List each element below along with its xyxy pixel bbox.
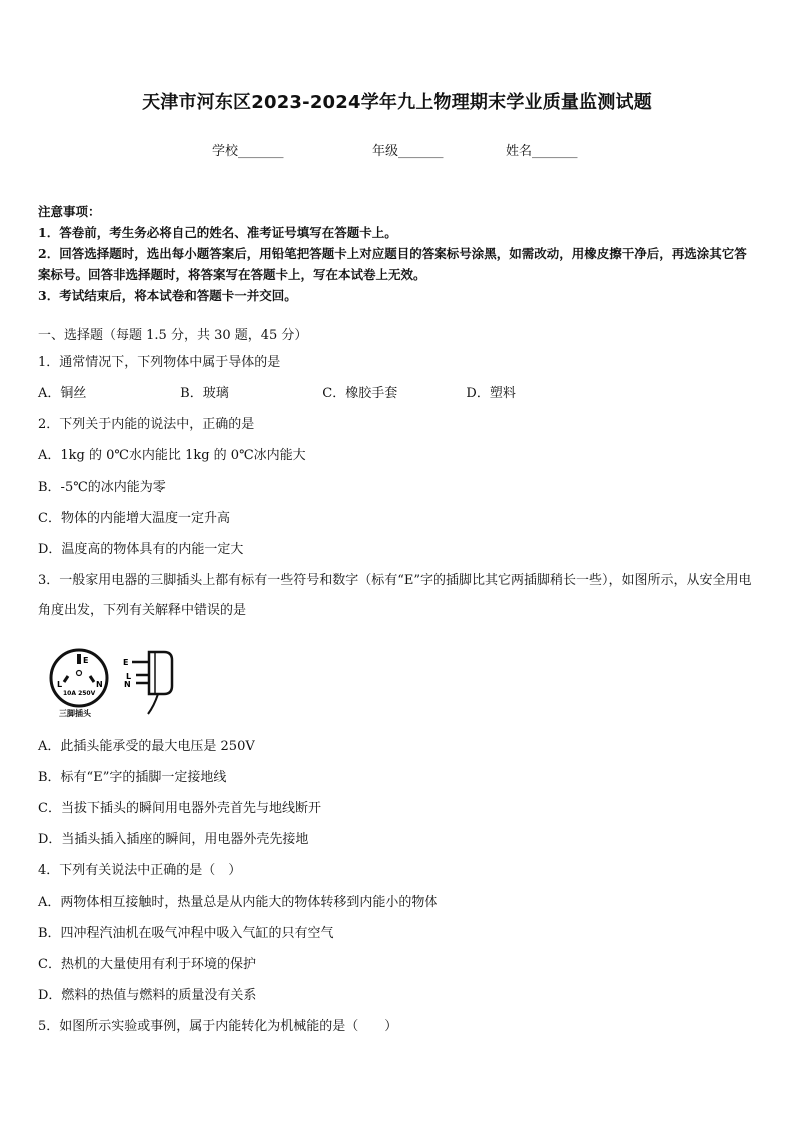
side-plug-body xyxy=(149,652,172,694)
question-4-stem: 4．下列有关说法中正确的是（ ） xyxy=(38,863,242,878)
notice-item-2: 2．回答选择题时，选出每小题答案后，用铅笔把答题卡上对应题目的答案标号涂黑，如需改动，用橡皮擦干净后，再选涂其它答案标号。回答非选择题时，将答案写在答题卡上，写在本试卷上无效。 xyxy=(38,246,747,282)
q4-option-b: B．四冲程汽油机在吸气冲程中吸入气缸的只有空气 xyxy=(38,926,334,941)
question-3-stem: 3．一般家用电器的三脚插头上都有标有一些符号和数字（标有“E”字的插脚比其它两插脚稍长一些），如图所示，从安全用电角度出发，下列有关解释中错误的是 xyxy=(38,573,752,618)
face-label-e: E xyxy=(83,656,89,665)
q2-option-c: C．物体的内能增大温度一定升高 xyxy=(38,511,230,526)
question-2-stem: 2．下列关于内能的说法中，正确的是 xyxy=(38,417,255,432)
figure-caption: 三脚插头 xyxy=(59,709,91,718)
q1-option-c: C．橡胶手套 xyxy=(322,386,398,401)
q4-option-d: D．燃料的热值与燃料的质量没有关系 xyxy=(38,988,257,1003)
question-1-options xyxy=(38,384,758,404)
rating-label: 10A 250V xyxy=(63,690,96,697)
side-label-n: N xyxy=(124,680,131,689)
school-field: 学校_______ xyxy=(212,144,284,159)
q2-option-d: D．温度高的物体具有的内能一定大 xyxy=(38,542,244,557)
earth-symbol-icon xyxy=(77,671,82,676)
q4-option-c: C．热机的大量使用有利于环境的保护 xyxy=(38,957,256,972)
q1-option-a: A．铜丝 xyxy=(38,386,87,401)
face-label-l: L xyxy=(57,680,63,689)
q1-option-d: D．塑料 xyxy=(466,386,516,401)
q3-option-c: C．当拔下插头的瞬间用电器外壳首先与地线断开 xyxy=(38,801,321,816)
q3-option-d: D．当插头插入插座的瞬间，用电器外壳先接地 xyxy=(38,832,309,847)
question-1-stem: 1．通常情况下，下列物体中属于导体的是 xyxy=(38,355,281,370)
q3-option-b: B．标有“E”字的插脚一定接地线 xyxy=(38,770,227,785)
q3-option-a: A．此插头能承受的最大电压是 250V xyxy=(38,739,255,754)
notice-item-3: 3．考试结束后，将本试卷和答题卡一并交回。 xyxy=(38,288,297,303)
section-heading: 一、选择题（每题 1.5 分，共 30 题，45 分） xyxy=(38,328,308,343)
pin-e-slot xyxy=(77,654,81,664)
grade-field: 年级_______ xyxy=(372,144,444,159)
q4-option-a: A．两物体相互接触时，热量总是从内能大的物体转移到内能小的物体 xyxy=(38,895,438,910)
pin-l-slot xyxy=(64,676,68,682)
pin-n-slot xyxy=(90,676,94,682)
page-title: 天津市河东区2023-2024学年九上物理期末学业质量监测试题 xyxy=(142,92,652,113)
side-label-l: L xyxy=(126,672,132,681)
notice-block xyxy=(38,201,758,306)
q2-option-a: A．1kg 的 0℃水内能比 1kg 的 0℃冰内能大 xyxy=(38,448,306,463)
q1-option-b: B．玻璃 xyxy=(180,386,229,401)
side-label-e: E xyxy=(123,658,129,667)
side-plug-cord xyxy=(148,694,158,714)
q2-option-b: B．-5℃的冰内能为零 xyxy=(38,480,166,495)
name-field: 姓名_______ xyxy=(506,144,578,159)
face-label-n: N xyxy=(96,680,103,689)
notice-item-1: 1．答卷前，考生务必将自己的姓名、准考证号填写在答题卡上。 xyxy=(38,225,397,240)
notice-heading: 注意事项： xyxy=(38,204,101,219)
question-5-stem: 5．如图所示实验或事例，属于内能转化为机械能的是（ ） xyxy=(38,1019,398,1034)
